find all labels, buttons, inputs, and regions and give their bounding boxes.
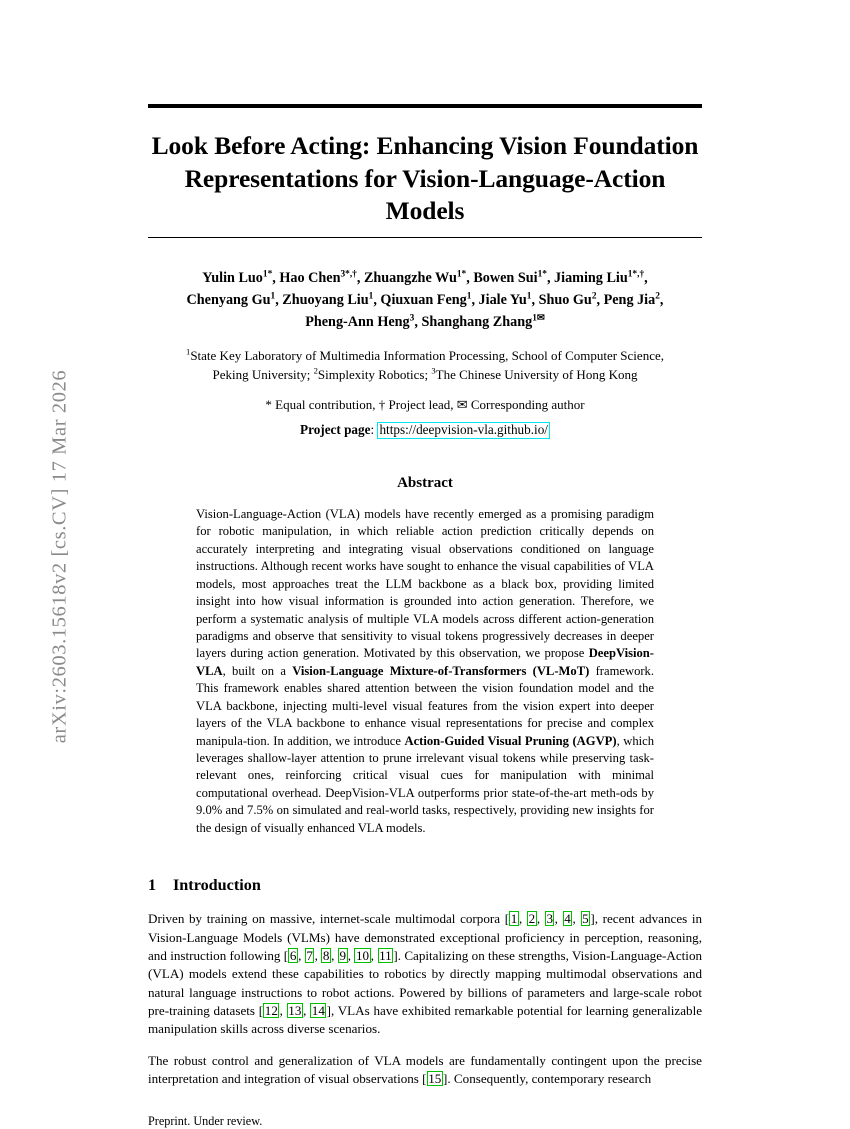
- paragraph-text: The robust control and generalization of VLA models are fundamentally contingent upon the precise interpretation and integration of visual observations [: [148, 1052, 702, 1086]
- abstract-body: [196, 506, 654, 837]
- arxiv-stamp: [0, 0, 100, 1100]
- author-line-3: [148, 312, 702, 334]
- author-list: [148, 268, 702, 333]
- title-rule-thin: [148, 237, 702, 239]
- author-line-2: [148, 290, 702, 312]
- author-name: , Shuo Gu: [531, 292, 592, 309]
- affiliation-list: [148, 347, 702, 384]
- abstract-bold-term: Action-Guided Visual Pruning (AGVP): [404, 733, 617, 748]
- citation-link[interactable]: 7: [306, 947, 313, 963]
- title-line-1: Look Before Acting: Enhancing Vision Foundation: [151, 131, 699, 160]
- abstract-text: , which leverages shallow-layer attention to prune irrelevant visual tokens while preserving task-relevant ones, reinforcing critical visual cues for manipulation with minimal computational overhead. DeepVision-VLA outperforms prior state-of-the-art meth-ods by 9.0% and 7.5% on simulated and real-world tasks, respectively, providing new insights for the design of visually enhanced VLA models.: [196, 733, 654, 835]
- affiliation-text: The Chinese University of Hong Kong: [435, 366, 638, 382]
- author-sup: 1*: [262, 269, 273, 280]
- author-line-1: [148, 268, 702, 290]
- citation-link[interactable]: 3: [546, 911, 553, 927]
- author-separator: ,: [644, 270, 648, 287]
- title-line-2: Representations for Vision-Language-Action Models: [184, 163, 666, 226]
- paragraph-text: ], recent advances in Vision-Language Models (VLMs) have demonstrated exceptional proficiency in perception, reasoning, and instruction following [: [148, 911, 703, 963]
- paragraph-text: Driven by training on massive, internet-scale multimodal corpora [: [148, 911, 510, 927]
- citation-link[interactable]: 11: [379, 947, 392, 963]
- author-sup: 3: [409, 312, 415, 323]
- affiliation-sup: 2: [313, 365, 318, 376]
- citation-group-4: [427, 1071, 443, 1086]
- section-title: Introduction: [173, 876, 261, 895]
- affiliation-line-2: [148, 366, 702, 384]
- project-page-label: Project page: [300, 422, 371, 438]
- author-name: , Jiale Yu: [471, 292, 527, 309]
- paragraph-text: ]. Consequently, contemporary research: [443, 1070, 652, 1086]
- author-name: , Zhuangzhe Wu: [356, 270, 457, 287]
- citation-link[interactable]: 4: [564, 911, 571, 927]
- abstract-text: Vision-Language-Action (VLA) models have recently emerged as a promising paradigm for robotic manipulation, in which reliable action prediction critically depends on accurately interpreting and integrating visual observations conditioned on language instructions. Although recent works have sought to enhance the visual capabilities of VLA models, most approaches treat the LLM backbone as a black box, providing limited insight into how visual information is grounded into action generation. Therefore, we perform a systematic analysis of multiple VLA models across different action-generation paradigms and observe that sensitivity to visual tokens progressively decreases in deeper layers during action generation. Motivated by this observation, we propose: [196, 506, 654, 661]
- affiliation-text: State Key Laboratory of Multimedia Information Processing, School of Computer Science,: [190, 348, 664, 364]
- project-page-row: [148, 422, 702, 439]
- citation-link[interactable]: 9: [339, 947, 346, 963]
- abstract-text: , built on a: [222, 663, 293, 678]
- abstract-bold-term: DeepVision-VLA: [196, 646, 654, 678]
- citation-link[interactable]: 14: [311, 1002, 325, 1018]
- author-name: Pheng-Ann Heng: [305, 313, 410, 330]
- author-name: Chenyang Gu: [186, 292, 271, 309]
- author-sup: 3*,†: [340, 269, 357, 280]
- author-name: , Zhuoyang Liu: [275, 292, 369, 309]
- author-sup-envelope: 1✉: [532, 312, 545, 323]
- author-sup: 1: [270, 291, 276, 302]
- affiliation-text: Peking University;: [212, 366, 314, 382]
- citation-link[interactable]: 12: [264, 1002, 278, 1018]
- affiliation-sup: 1: [186, 346, 191, 357]
- author-separator: ,: [659, 292, 664, 309]
- author-sup: 1*,†: [627, 269, 645, 280]
- page-title: [148, 130, 702, 228]
- section-number: 1: [148, 876, 157, 895]
- citation-group-3: 12 , 13 , 14: [264, 1002, 325, 1018]
- arxiv-stamp-text: arXiv:2603.15618v2 [cs.CV] 17 Mar 2026: [48, 369, 71, 744]
- author-name: , Jiaming Liu: [546, 270, 628, 287]
- author-name: , Qiuxuan Feng: [373, 292, 467, 309]
- abstract-bold-term: Vision-Language Mixture-of-Transformers (VL-MoT): [292, 663, 590, 678]
- author-name: , Hao Chen: [272, 270, 341, 287]
- author-name: , Peng Jia: [596, 292, 656, 309]
- author-sup: 1*: [537, 269, 547, 280]
- citation-link[interactable]: 13: [288, 1002, 302, 1018]
- author-sup: 1: [466, 291, 472, 302]
- citation-link[interactable]: 8: [322, 947, 330, 963]
- citation-link[interactable]: 1: [510, 911, 518, 927]
- author-sup: 1: [368, 291, 374, 302]
- citation-group-1: 1 , 2 , 3 , 4 , 5: [510, 911, 589, 927]
- paper-page: [148, 0, 702, 1129]
- page-footer: Preprint. Under review.: [148, 1114, 263, 1129]
- section-heading-introduction: [148, 876, 702, 895]
- citation-link[interactable]: 2: [528, 911, 536, 927]
- citation-link[interactable]: 6: [289, 947, 297, 963]
- author-sup: 2: [591, 291, 597, 302]
- author-name: , Bowen Sui: [466, 270, 538, 287]
- affiliation-text: Simplexity Robotics;: [317, 366, 432, 382]
- intro-paragraph-1: [148, 910, 702, 1038]
- affiliation-sup: 3: [431, 365, 436, 376]
- author-name: Yulin Luo: [202, 270, 263, 287]
- intro-paragraph-2: [148, 1052, 702, 1089]
- author-sup: 1*: [456, 269, 467, 280]
- header-rule-thick: [148, 104, 702, 108]
- author-footnotes: * Equal contribution, † Project lead, ✉ Corresponding author: [265, 397, 585, 413]
- project-page-link[interactable]: https://deepvision-vla.github.io/: [379, 422, 548, 438]
- citation-link[interactable]: 10: [355, 947, 370, 963]
- author-sup: 1: [526, 291, 532, 302]
- paragraph-text: ]. Capitalizing on these strengths, Vision-Language-Action (VLA) models extend these capabilities to robotics by directly mapping multimodal observations and natural language instructions to robot actions. Powered by billions of parameters and large-scale robot pre-training datasets [: [148, 947, 703, 1018]
- project-page-separator: :: [370, 422, 375, 438]
- citation-link[interactable]: 15: [428, 1070, 442, 1086]
- abstract-heading: Abstract: [397, 474, 453, 491]
- abstract-text: framework. This framework enables shared attention between the vision foundation model and the VLA backbone, injecting multi-level visual features from the vision expert into deeper layers of the VLA backbone to enhance visual representations for precise and complex manipula-tion. In addition, we introduce: [196, 663, 655, 748]
- citation-group-2: 6 , 7 , 8 , 9 , 10 , 11: [289, 947, 392, 963]
- paragraph-text: ], VLAs have exhibited remarkable potential for learning generalizable manipulation skills across diverse scenarios.: [148, 1002, 703, 1037]
- affiliation-line-1: [148, 347, 702, 365]
- author-sup: 2: [655, 291, 660, 302]
- citation-link[interactable]: 5: [582, 911, 589, 927]
- author-name: , Shanghang Zhang: [414, 313, 533, 330]
